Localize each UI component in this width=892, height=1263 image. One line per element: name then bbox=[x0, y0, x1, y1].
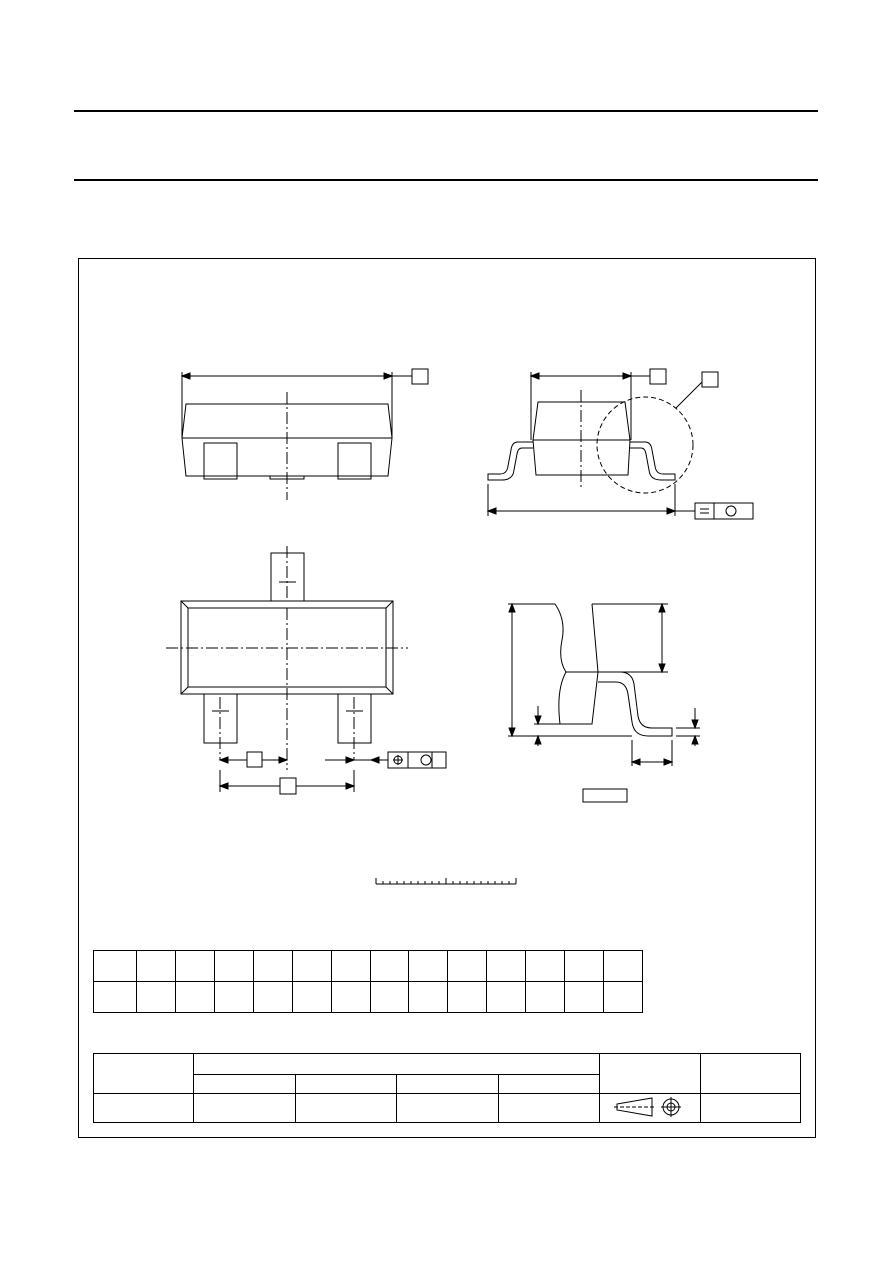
references-header bbox=[194, 1054, 600, 1075]
table-cell bbox=[498, 1094, 599, 1123]
table-cell bbox=[253, 982, 292, 1013]
front-view bbox=[182, 369, 428, 500]
ref-col bbox=[194, 1075, 295, 1094]
outline-version-header bbox=[94, 1054, 194, 1094]
table-cell bbox=[448, 982, 487, 1013]
datum-box-e bbox=[280, 778, 296, 794]
table-cell bbox=[487, 982, 526, 1013]
table-cell bbox=[409, 982, 448, 1013]
detail-view bbox=[508, 604, 700, 802]
table-cell bbox=[526, 982, 565, 1013]
table-cell bbox=[370, 951, 409, 982]
table-cell bbox=[487, 951, 526, 982]
datum-box-e1 bbox=[247, 752, 262, 767]
side-view bbox=[488, 369, 753, 519]
table-row bbox=[94, 982, 643, 1013]
table-cell bbox=[526, 951, 565, 982]
detail-label-box bbox=[583, 789, 627, 802]
table-cell bbox=[397, 1094, 498, 1123]
dimension-table bbox=[93, 950, 643, 1013]
feature-control-frame-parallel bbox=[695, 503, 753, 519]
datum-box-b bbox=[650, 369, 666, 384]
table-cell bbox=[137, 951, 176, 982]
table-cell bbox=[292, 951, 331, 982]
table-row bbox=[94, 1094, 801, 1123]
table-cell bbox=[94, 982, 137, 1013]
scale-bar bbox=[376, 878, 516, 884]
table-cell bbox=[331, 951, 370, 982]
table-cell bbox=[604, 951, 643, 982]
table-cell bbox=[331, 982, 370, 1013]
table-cell bbox=[409, 951, 448, 982]
table-cell bbox=[214, 951, 253, 982]
table-cell bbox=[175, 982, 214, 1013]
european-projection-header bbox=[600, 1054, 700, 1094]
datum-box-a bbox=[412, 369, 428, 384]
table-cell bbox=[448, 951, 487, 982]
detail-tag-box bbox=[702, 372, 718, 387]
table-cell bbox=[565, 951, 604, 982]
table-cell bbox=[94, 1094, 194, 1123]
ref-col bbox=[498, 1075, 599, 1094]
table-cell bbox=[137, 982, 176, 1013]
table-row bbox=[94, 1054, 801, 1075]
table-cell bbox=[214, 982, 253, 1013]
table-cell bbox=[604, 982, 643, 1013]
table-cell bbox=[253, 951, 292, 982]
issue-date-header bbox=[700, 1054, 800, 1094]
ref-col bbox=[397, 1075, 498, 1094]
table-cell bbox=[295, 1094, 396, 1123]
table-cell bbox=[700, 1094, 800, 1123]
ref-col bbox=[295, 1075, 396, 1094]
table-cell bbox=[175, 951, 214, 982]
top-view bbox=[166, 546, 446, 794]
table-cell bbox=[370, 982, 409, 1013]
table-cell bbox=[194, 1094, 295, 1123]
table-cell bbox=[94, 951, 137, 982]
projection-cell bbox=[600, 1094, 700, 1123]
table-cell bbox=[292, 982, 331, 1013]
table-cell bbox=[565, 982, 604, 1013]
table-row bbox=[94, 951, 643, 982]
outline-reference-table bbox=[93, 1053, 801, 1123]
